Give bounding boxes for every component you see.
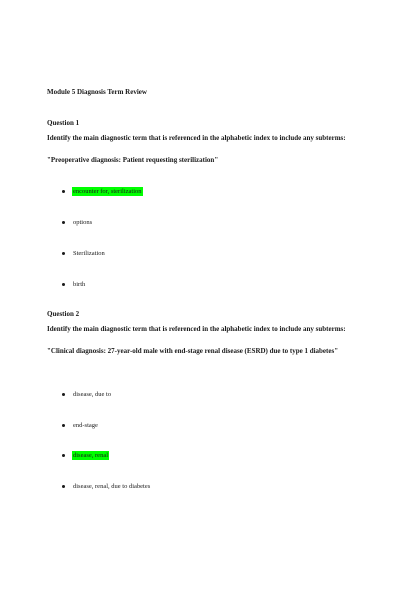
question-2-option-2[interactable]: [62, 421, 99, 430]
question-1-option-1[interactable]: [62, 187, 143, 196]
option-label: disease, renal, due to diabetes: [73, 483, 151, 490]
bullet-icon: [62, 393, 65, 396]
bullet-icon: [62, 424, 65, 427]
question-1-option-4[interactable]: [62, 280, 86, 289]
document-title: Module 5 Diagnosis Term Review: [47, 88, 147, 96]
option-label: disease, due to: [73, 391, 112, 398]
question-1-option-3[interactable]: [62, 249, 106, 258]
option-label: end-stage: [73, 422, 98, 429]
question-2-option-4[interactable]: [62, 482, 151, 491]
question-1-prompt: "Preoperative diagnosis: Patient requesting sterilization": [47, 156, 219, 164]
bullet-icon: [62, 252, 65, 255]
question-1-text: Identify the main diagnostic term that is referenced in the alphabetic index to include any subterms:: [47, 134, 346, 142]
question-2-option-3[interactable]: [62, 451, 109, 460]
question-2-heading: Question 2: [47, 310, 80, 318]
question-1-option-2[interactable]: [62, 218, 93, 227]
bullet-icon: [62, 454, 65, 457]
option-label: birth: [73, 281, 86, 288]
question-2-option-1[interactable]: [62, 390, 112, 399]
question-1-heading: Question 1: [47, 119, 80, 127]
option-label: Sterilization: [73, 250, 105, 257]
option-label: disease, renal: [73, 452, 109, 459]
option-label: encounter for, sterilization: [73, 188, 142, 195]
question-2-prompt: "Clinical diagnosis: 27-year-old male with end-stage renal disease (ESRD) due to type 1 diabetes": [47, 347, 339, 355]
bullet-icon: [62, 283, 65, 286]
option-label: options: [73, 219, 93, 226]
question-2-text: Identify the main diagnostic term that is referenced in the alphabetic index to include any subterms:: [47, 325, 346, 333]
bullet-icon: [62, 485, 65, 488]
bullet-icon: [62, 190, 65, 193]
bullet-icon: [62, 221, 65, 224]
